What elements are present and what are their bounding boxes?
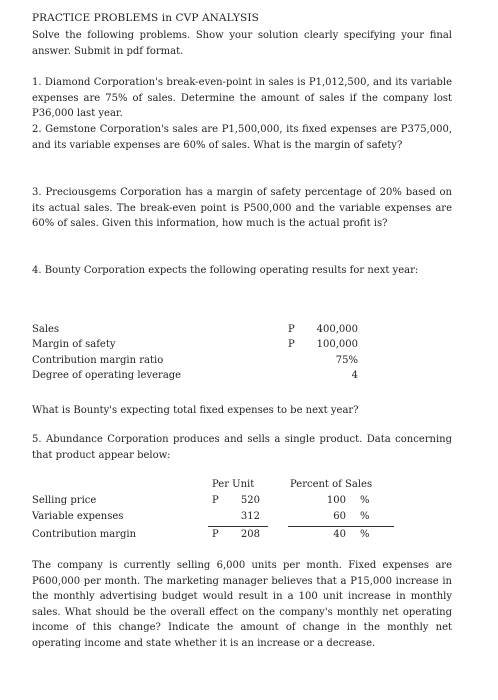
instructions: Solve the following problems. Show your solution clearly specifying your final answer. Submit in pdf format. [32,30,452,57]
row-label: Margin of safety [32,339,116,351]
per-unit-value: 520 [240,495,260,506]
table-row [32,353,358,368]
table-row [32,368,358,383]
per-unit-value: 208 [240,529,260,540]
problem-4-intro: 4. Bounty Corporation expects the following operating results for next year: [32,265,419,276]
percent-sign: % [360,495,370,506]
underline-per-unit [208,526,268,527]
currency-symbol: P [288,324,295,335]
percent-value: 40 [333,529,346,540]
row-value: 100,000 [316,339,358,351]
row-label: Sales [32,324,60,335]
row-label: Degree of operating leverage [32,370,182,382]
row-value: 4 [351,370,358,382]
row-label: Selling price [32,495,97,506]
currency-symbol: P [212,495,219,506]
percent-sign: % [360,529,370,540]
problem-5-body: The company is currently selling 6,000 units per month. Fixed expenses are P600,000 per month. The marketing manager believes that a P15,000 increase in the monthly advertising budget would result in a 100 unit increase in monthly sales. What should be the overall effect on the company's monthly net operating income of this change? Indicate the amount of change in the monthly net operating income and state whether it is an increase or a decrease. [32,560,452,649]
problem-1: 1. Diamond Corporation's break-even-point in sales is P1,012,500, and its variable expenses are 75% of sales. Determine the amount of sales if the company lost P36,000 last year. [32,77,452,120]
underline-percent [288,526,394,527]
currency-symbol [288,368,304,383]
row-value: 400,000 [316,324,358,335]
currency-symbol: P [212,529,219,540]
per-unit-value: 312 [240,511,260,522]
problem-4-table [32,322,358,384]
header-percent-of-sales: Percent of Sales [290,479,373,490]
page-title: PRACTICE PROBLEMS in CVP ANALYSIS [32,12,259,24]
problem-2: 2. Gemstone Corporation's sales are P1,500,000, its fixed expenses are P375,000, and its variable expenses are 60% of sales. What is the margin of safety? [32,124,452,151]
table-row [32,322,358,337]
currency-symbol: P [288,339,295,351]
currency-symbol [288,353,304,368]
percent-value: 60 [333,511,346,522]
percent-value: 100 [326,495,346,506]
problem-3: 3. Preciousgems Corporation has a margin of safety percentage of 20% based on its actual sales. The break-even point is P500,000 and the variable expenses are 60% of sales. Given this information, how much is the actual profit is? [32,187,452,230]
row-value: 75% [335,354,358,366]
row-label: Contribution margin ratio [32,354,164,366]
problem-5-intro: 5. Abundance Corporation produces and sells a single product. Data concerning that product appear below: [32,434,452,461]
percent-sign: % [360,511,370,522]
table-row [32,337,358,352]
row-label: Contribution margin [32,529,137,540]
row-label: Variable expenses [32,511,124,522]
header-per-unit: Per Unit [212,479,255,490]
problem-4-question: What is Bounty's expecting total fixed expenses to be next year? [32,405,359,416]
